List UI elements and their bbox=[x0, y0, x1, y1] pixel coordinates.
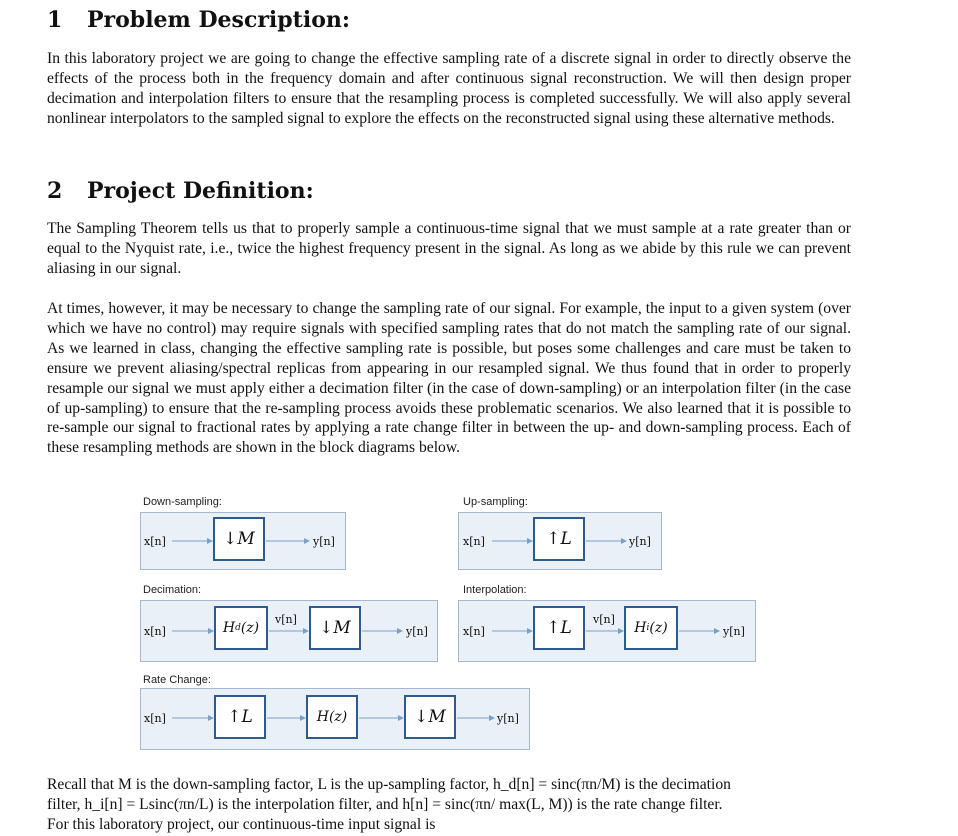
paragraph-filter-definitions bbox=[47, 775, 851, 835]
interpolation-input: x[n] bbox=[463, 625, 485, 638]
filter-definitions-line-2: filter, h_i[n] = Lsinc(πn/L) is the interpolation filter, and h[n] = sinc(πn/ max(L, M)) is the rate change filter. bbox=[47, 795, 723, 813]
ratechange-input: x[n] bbox=[144, 712, 166, 725]
paragraph-problem-description: In this laboratory project we are going to change the effective sampling rate of a discrete signal in order to directly observe the effects of the process both in the frequency domain and after continuous signal reconstruction. We will then design proper decimation and interpolation filters to ensure that the resampling process is completed successfully. We will also apply several nonlinear interpolators to the sampled signal to explore the effects on the reconstructed signal using these alternative methods. bbox=[47, 50, 851, 127]
filter-definitions-line-1: Recall that M is the down-sampling factor, L is the up-sampling factor, h_d[n] = sinc(πn/M) is the decimation bbox=[47, 776, 731, 793]
ratechange-upsampler-block: ↑L bbox=[214, 695, 266, 739]
interpolation-intermediate-signal: v[n] bbox=[593, 613, 615, 626]
upsampling-output: y[n] bbox=[629, 535, 651, 548]
upsampler-block: ↑L bbox=[533, 517, 585, 561]
interpolation-label: Interpolation: bbox=[463, 584, 527, 596]
ratechange-filter-block: H(z) bbox=[306, 695, 358, 739]
ratechange-downsampler-block: ↓M bbox=[404, 695, 456, 739]
decimation-input: x[n] bbox=[144, 625, 166, 638]
upsampling-input: x[n] bbox=[463, 535, 485, 548]
decimation-intermediate-signal: v[n] bbox=[275, 613, 297, 626]
decimation-downsampler-block: ↓M bbox=[309, 606, 361, 650]
paragraph-resampling: At times, however, it may be necessary to change the sampling rate of our signal. For example, the input to a given system (over which we have no control) may require signals with specified sampling rates that do not match the sampling rate of our signal. As we learned in class, changing the effective sampling rate is possible, but poses some challenges and care must be taken to ensure we prevent aliasing/spectral replicas from appearing in our resampled signal. We thus found that in order to properly resample our signal we must apply either a decimation filter (in the case of down-sampling) or an interpolation filter (in the case of up-sampling) to ensure that the re-sampling process avoids these problematic scenarios. We also learned that it is possible to re-sample our signal to fractional rates by applying a rate change filter in between the up- and down-sampling process. Each of these resampling methods are shown in the block diagrams below. bbox=[47, 300, 851, 457]
filter-definitions-line-3: For this laboratory project, our continuous-time input signal is bbox=[47, 815, 436, 833]
upsampling-label: Up-sampling: bbox=[463, 496, 528, 508]
section-1-title: Problem Description: bbox=[87, 7, 350, 33]
section-1-number: 1 bbox=[47, 7, 63, 33]
section-2-title: Project Definition: bbox=[87, 178, 314, 204]
interpolation-upsampler-block: ↑L bbox=[533, 606, 585, 650]
decimation-filter-block: H d (z) bbox=[214, 606, 268, 650]
downsampling-input: x[n] bbox=[144, 535, 166, 548]
interpolation-filter-block: H i (z) bbox=[624, 606, 678, 650]
downsampling-output: y[n] bbox=[313, 535, 335, 548]
downsampling-label: Down-sampling: bbox=[143, 496, 222, 508]
ratechange-label: Rate Change: bbox=[143, 674, 211, 686]
decimation-label: Decimation: bbox=[143, 584, 202, 596]
decimation-output: y[n] bbox=[406, 625, 428, 638]
ratechange-output: y[n] bbox=[497, 712, 519, 725]
downsampler-block: ↓M bbox=[213, 517, 265, 561]
section-2-number: 2 bbox=[47, 178, 63, 204]
paragraph-sampling-theorem: The Sampling Theorem tells us that to properly sample a continuous-time signal that we must sample at a rate greater than or equal to the Nyquist rate, i.e., twice the highest frequency present in the signal. As long as we abide by this rule we can prevent aliasing in our signal. bbox=[47, 220, 851, 277]
interpolation-output: y[n] bbox=[723, 625, 745, 638]
